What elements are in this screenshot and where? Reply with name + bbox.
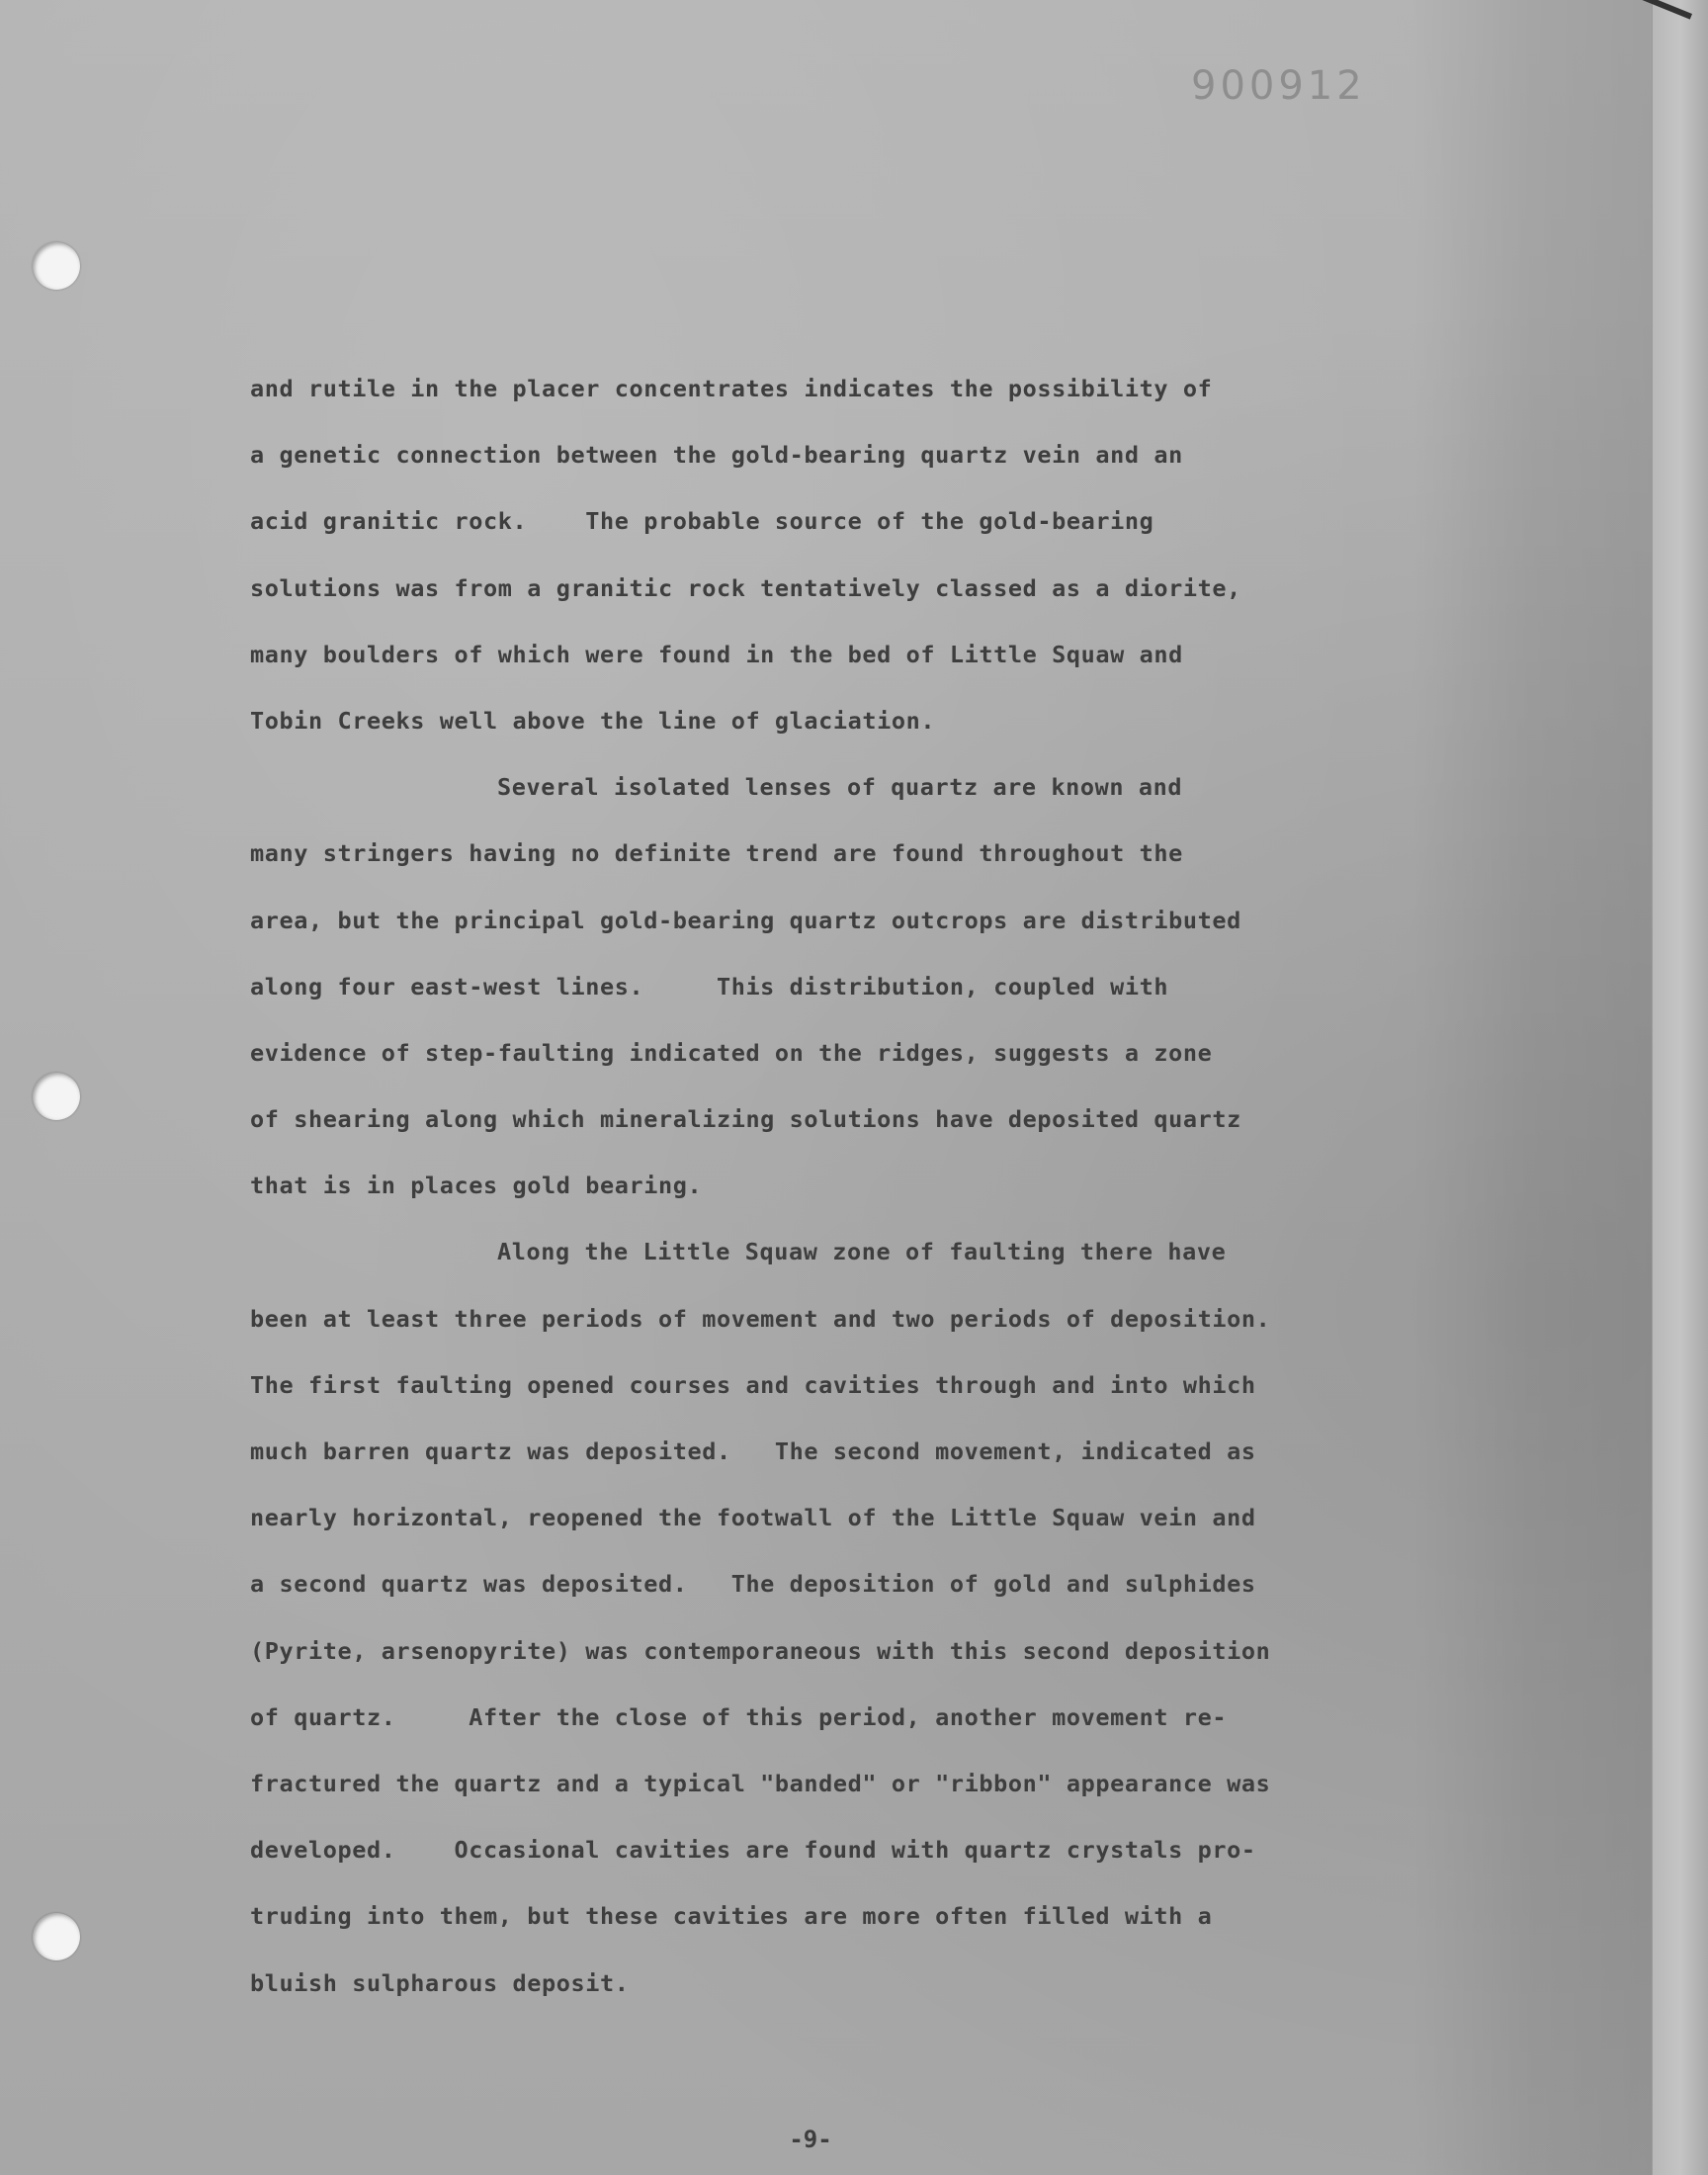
paragraph <box>250 356 1397 754</box>
document-number: 900912 <box>1191 63 1366 109</box>
text-line: that is in places gold bearing. <box>250 1172 703 1200</box>
text-line: bluish sulpharous deposit. <box>250 1968 630 1997</box>
text-line: (Pyrite, arsenopyrite) was contemporaneous with this second deposition <box>250 1636 1271 1665</box>
text-line: developed. Occasional cavities are found with quartz crystals pro- <box>250 1836 1256 1865</box>
page-number: -9- <box>789 2126 832 2153</box>
binder-hole-icon <box>33 242 80 290</box>
text-line: acid granitic rock. The probable source of the gold-bearing <box>250 507 1154 536</box>
text-line: a second quartz was deposited. The deposition of gold and sulphides <box>250 1570 1256 1599</box>
text-line: The first faulting opened courses and cavities through and into which <box>250 1370 1256 1399</box>
text-line: many stringers having no definite trend are found throughout the <box>250 839 1183 868</box>
text-line: area, but the principal gold-bearing quartz outcrops are distributed <box>250 906 1241 934</box>
text-line: Several isolated lenses of quartz are known and <box>497 773 1183 802</box>
text-line: along four east-west lines. This distribution, coupled with <box>250 972 1169 1000</box>
text-line: and rutile in the placer concentrates indicates the possibility of <box>250 375 1213 402</box>
binder-hole-icon <box>33 1913 80 1960</box>
text-line: nearly horizontal, reopened the footwall of the Little Squaw vein and <box>250 1504 1256 1532</box>
paragraph <box>250 754 1397 1219</box>
text-line: a genetic connection between the gold-bearing quartz vein and an <box>250 441 1183 470</box>
text-line: been at least three periods of movement and two periods of deposition. <box>250 1304 1271 1333</box>
text-line: evidence of step-faulting indicated on the ridges, suggests a zone <box>250 1038 1213 1067</box>
text-line: solutions was from a granitic rock tentatively classed as a diorite, <box>250 573 1241 602</box>
page-edge <box>1652 0 1708 2175</box>
paragraph <box>250 1219 1397 2016</box>
binder-hole-icon <box>33 1073 80 1120</box>
text-line: of quartz. After the close of this period, another movement re- <box>250 1702 1228 1731</box>
body-text <box>250 356 1397 2017</box>
text-line: fractured the quartz and a typical "banded" or "ribbon" appearance was <box>250 1769 1271 1797</box>
text-line: truding into them, but these cavities are more often filled with a <box>250 1902 1213 1931</box>
text-line: much barren quartz was deposited. The second movement, indicated as <box>250 1437 1256 1465</box>
text-line: of shearing along which mineralizing solutions have deposited quartz <box>250 1105 1241 1134</box>
text-line: Tobin Creeks well above the line of glaciation. <box>250 706 936 735</box>
text-line: many boulders of which were found in the bed of Little Squaw and <box>250 640 1183 668</box>
text-line: Along the Little Squaw zone of faulting there have <box>497 1238 1227 1266</box>
